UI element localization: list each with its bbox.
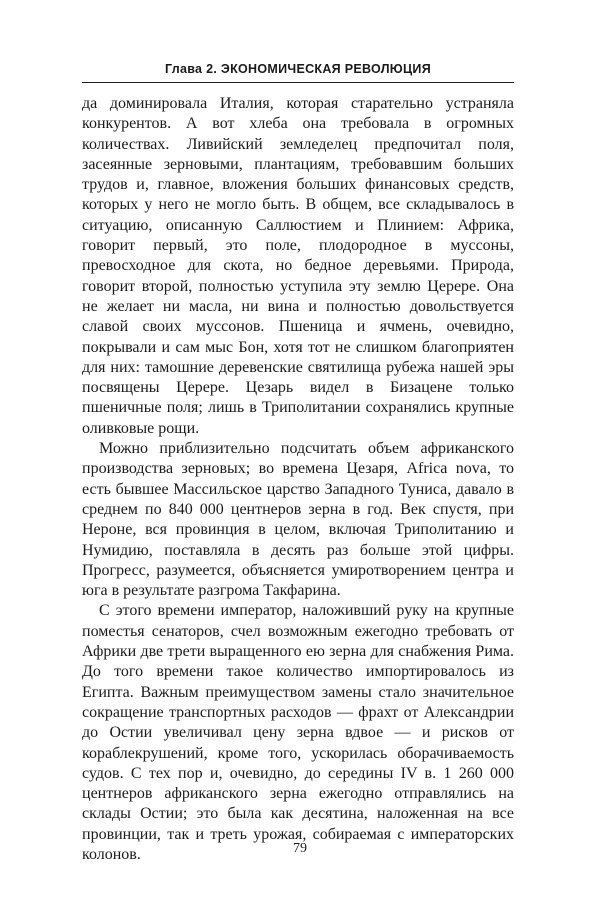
paragraph-continued: да доминировала Италия, которая старательно устраняла конкурентов. А вот хлеба она требовала в огромных количествах. Ливийский земледелец предпочитал поля, засеянные зерновыми, плантациям, требовавшим больших трудов и, главное, вложения больших финансовых средств, которых у него не могло быть. В общем, все складывалось в ситуацию, описанную Саллюстием и Плинием: Африка, говорит первый, это поле, плодородное в муссоны, превосходное для скота, но бедное деревьями. Природа, говорит второй, полностью уступила эту землю Церере. Она не желает ни масла, ни вина и полностью довольствуется славой своих муссонов. Пшеница и ячмень, очевидно, покрывали и сам мыс Бон, хотя тот не слишком благоприятен для них: тамошние деревенские святилища рубежа нашей эры посвящены Церере. Цезарь видел в Бизацене только пшеничные поля; лишь в Триполитании сохранялись крупные оливковые рощи. bbox=[82, 95, 514, 437]
paragraph: С этого времени император, наложивший руку на крупные поместья сенаторов, счел возможным ежегодно требовать от Африки две трети выращенного ею зерна для снабжения Рима. До того времени такое количество импортировалось из Египта. Важным преимуществом замены стало значительное сокращение транспортных расходов — фрахт от Александрии до Остии увеличивал цену зерна вдвое — и рисков от кораблекрушений, кроме того, ускорилась оборачиваемость судов. С тех пор и, очевидно, до середины IV в. 1 260 000 центнеров африканского зерна ежегодно отправлялись на склады Остии; это была как десятина, наложенная на все провинции, так и треть урожая, собираемая с императорских колонов. bbox=[82, 602, 514, 863]
paragraph: Можно приблизительно подсчитать объем африканского производства зерновых; во времена Цезаря, Africa nova, то есть бывшее Массильское царство Западного Туниса, давало в среднем по 840 000 центнеров зерна в год. Век спустя, при Нероне, вся провинция в целом, включая Триполитанию и Нумидию, поставляла в десять раз больше этой цифры. Прогресс, разумеется, объясняется умиротворением центра и юга в результате разгрома Такфарина. bbox=[82, 440, 514, 600]
running-header bbox=[82, 56, 514, 83]
chapter-title: Глава 2. ЭКОНОМИЧЕСКАЯ РЕВОЛЮЦИЯ bbox=[164, 62, 431, 76]
page-body bbox=[82, 94, 514, 865]
page-number: 79 bbox=[293, 841, 307, 856]
